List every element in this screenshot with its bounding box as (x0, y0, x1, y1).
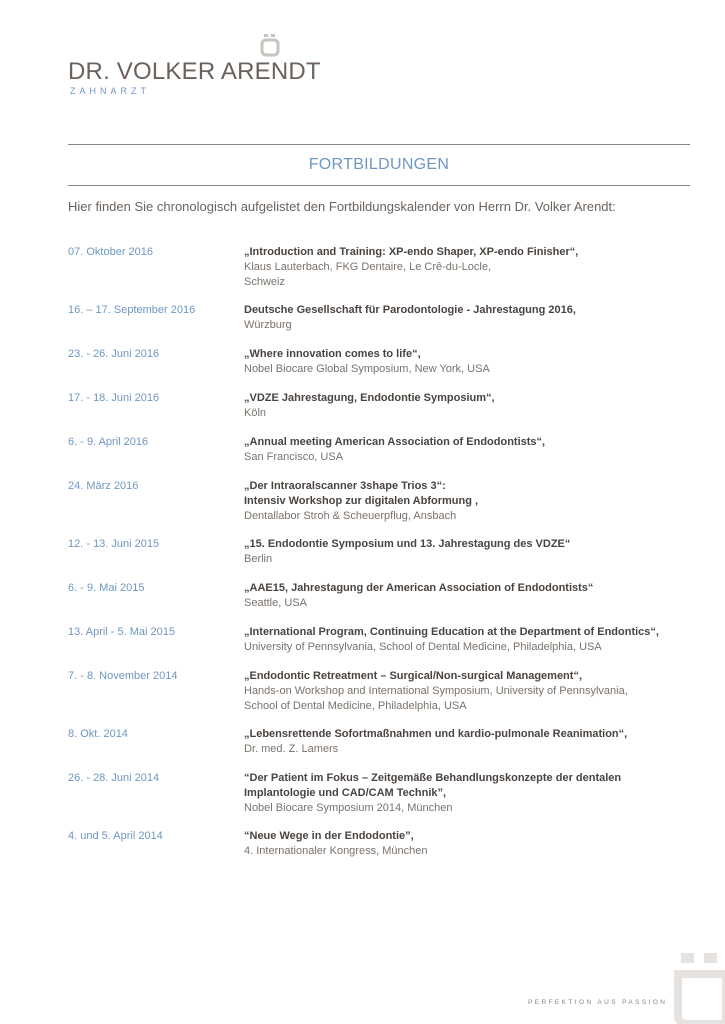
entry-date: 07. Oktober 2016 (68, 246, 154, 258)
tooth-footer-icon (672, 950, 725, 1024)
entry-date: 4. und 5. April 2014 (68, 830, 163, 842)
entry-detail: San Francisco, USA (244, 451, 344, 463)
divider-bottom (68, 185, 690, 186)
entry-content (244, 669, 714, 714)
entry-title: „Lebensrettende Sofortmaßnahmen und kardio-pulmonale Reanimation“, (244, 728, 628, 740)
entry-date: 12. - 13. Juni 2015 (68, 538, 160, 550)
brand-name: DR. VOLKER ARENDT (68, 58, 321, 85)
entry-title: “Neue Wege in der Endodontie”, (244, 830, 414, 842)
entry-detail: Nobel Biocare Symposium 2014, München (244, 802, 453, 814)
entry-title: Deutsche Gesellschaft für Parodontologie - Jahrestagung 2016, (244, 304, 576, 316)
entry-date: 13. April - 5. Mai 2015 (68, 626, 176, 638)
entry-date: 6. - 9. Mai 2015 (68, 582, 145, 594)
entry-content (244, 303, 714, 333)
entry-detail: Berlin (244, 553, 273, 565)
entry-detail: Schweiz (244, 276, 285, 288)
entry-date: 7. - 8. November 2014 (68, 670, 178, 682)
entry-detail: University of Pennsylvania, School of Dental Medicine, Philadelphia, USA (244, 641, 602, 653)
entry-detail: Dr. med. Z. Lamers (244, 743, 339, 755)
entry-title: “Der Patient im Fokus – Zeitgemäße Behandlungskonzepte der dentalen (244, 772, 622, 784)
entry-detail: Hands-on Workshop and International Symposium, University of Pennsylvania, (244, 685, 628, 697)
entry-title: „International Program, Continuing Education at the Department of Endontics“, (244, 626, 659, 638)
entry-content (244, 435, 714, 465)
entry-title: „AAE15, Jahrestagung der American Association of Endodontists“ (244, 582, 594, 594)
entry-date: 24. März 2016 (68, 480, 139, 492)
entry-date: 16. – 17. September 2016 (68, 304, 196, 316)
entry-title: „Endodontic Retreatment – Surgical/Non-surgical Management“, (244, 670, 582, 682)
entry-title: „VDZE Jahrestagung, Endodontie Symposium“, (244, 392, 495, 404)
entry-date: 6. - 9. April 2016 (68, 436, 149, 448)
entry-date: 17. - 18. Juni 2016 (68, 392, 160, 404)
intro-text: Hier finden Sie chronologisch aufgelistet den Fortbildungskalender von Herrn Dr. Volker Arendt: (68, 199, 616, 214)
entry-title: „Where innovation comes to life“, (244, 348, 421, 360)
entry-detail: School of Dental Medicine, Philadelphia, USA (244, 700, 467, 712)
entry-content (244, 625, 714, 655)
entry-content (244, 829, 714, 859)
divider-top (68, 144, 690, 145)
entry-content (244, 771, 714, 816)
entry-content (244, 245, 714, 290)
entry-detail: Köln (244, 407, 267, 419)
entry-content (244, 479, 714, 524)
entry-title-line2: Implantologie und CAD/CAM Technik”, (244, 787, 447, 799)
entry-content (244, 727, 714, 757)
entry-content (244, 537, 714, 567)
entry-title: „15. Endodontie Symposium und 13. Jahrestagung des VDZE“ (244, 538, 571, 550)
entry-title: „Der Intraoralscanner 3shape Trios 3“: (244, 480, 446, 492)
entry-detail: 4. Internationaler Kongress, München (244, 845, 428, 857)
tooth-logo-icon (260, 32, 280, 58)
entry-detail: Seattle, USA (244, 597, 307, 609)
entry-title-line2: Intensiv Workshop zur digitalen Abformung , (244, 495, 479, 507)
page-title: FORTBILDUNGEN (308, 156, 450, 173)
entry-date: 26. - 28. Juni 2014 (68, 772, 160, 784)
entry-date: 23. - 26. Juni 2016 (68, 348, 160, 360)
brand-subtitle: ZAHNARZT (70, 86, 150, 96)
entry-content (244, 581, 714, 611)
entry-detail: Würzburg (244, 319, 292, 331)
entry-detail: Klaus Lauterbach, FKG Dentaire, Le Crê-du-Locle, (244, 261, 492, 273)
entry-content (244, 391, 714, 421)
footer-tagline: PERFEKTION AUS PASSION (528, 999, 668, 1006)
entry-detail: Nobel Biocare Global Symposium, New York, USA (244, 363, 490, 375)
entry-content (244, 347, 714, 377)
entry-detail: Dentallabor Stroh & Scheuerpflug, Ansbach (244, 510, 457, 522)
entry-title: „Annual meeting American Association of Endodontists“, (244, 436, 546, 448)
entry-date: 8. Okt. 2014 (68, 728, 128, 740)
entry-title: „Introduction and Training: XP-endo Shaper, XP-endo Finisher“, (244, 246, 579, 258)
